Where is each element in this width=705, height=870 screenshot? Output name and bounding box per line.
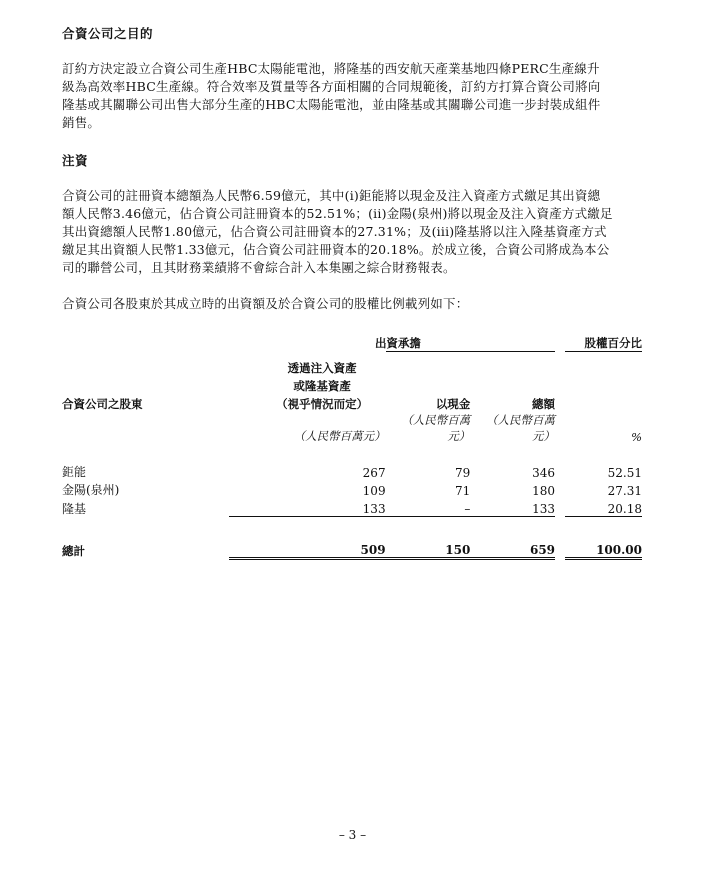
- asset-header-line: 或隆基資產: [293, 379, 351, 393]
- pct-unit: %: [631, 430, 642, 444]
- group-header: 出資承擔: [386, 333, 471, 352]
- total-row: 總計 509 150 659 100.00: [62, 539, 642, 559]
- unit-label: （人民幣百萬元）: [401, 413, 471, 443]
- capital-paragraph: [62, 187, 642, 277]
- purpose-paragraph: [62, 60, 642, 132]
- total-header: 總額: [532, 397, 556, 411]
- paragraph-line: 級為高效率HBC生產線。符合效率及質量等各方面相關的合同規範後，訂約方打算合資公司將向: [62, 79, 601, 94]
- asset-header-line: （視乎情況而定）: [276, 397, 369, 411]
- table-row: 隆基 133 – 133 20.18: [62, 498, 642, 517]
- unit-label: （人民幣百萬元）: [293, 429, 386, 443]
- section-heading-capital: 注資: [62, 153, 89, 168]
- table-row: 鉅能 267 79 346 52.51: [62, 465, 642, 480]
- paragraph-line: 銷售。: [62, 115, 101, 130]
- paragraph-line: 訂約方決定設立合資公司生產HBC太陽能電池，將隆基的西安航天產業基地四條PERC生產線升: [62, 61, 600, 76]
- page-number: – 3 –: [338, 828, 367, 842]
- table-row: 金陽(泉州) 109 71 180 27.31: [62, 483, 642, 498]
- cash-header: 以現金: [435, 397, 471, 411]
- paragraph-line: 合資公司各股東於其成立時的出資額及於合資公司的股權比例載列如下：: [62, 296, 469, 311]
- paragraph-line: 繳足其出資額人民幣1.33億元，佔合資公司註冊資本的20.18%。於成立後，合資公司將成為本公: [62, 242, 610, 257]
- paragraph-line: 額人民幣3.46億元，佔合資公司註冊資本的52.51%；(ii)金陽(泉州)將以現金及注入資產方式繳足: [62, 206, 613, 221]
- section-heading-purpose: 合資公司之目的: [62, 26, 154, 41]
- paragraph-line: 司的聯營公司，且其財務業績將不會綜合計入本集團之綜合財務報表。: [62, 260, 456, 275]
- equity-header: 股權百分比: [565, 333, 642, 352]
- paragraph-line: 合資公司的註冊資本總額為人民幣6.59億元，其中(i)鉅能將以現金及注入資產方式繳足其出資總: [62, 188, 601, 203]
- shareholder-header: 合資公司之股東: [62, 397, 143, 411]
- shareholder-capital-table: [62, 333, 642, 560]
- unit-label: （人民幣百萬元）: [486, 413, 556, 443]
- asset-header-line: 透過注入資產: [287, 361, 357, 375]
- paragraph-line: 其出資總額人民幣1.80億元，佔合資公司註冊資本的27.31%；及(iii)隆基將以注入隆基資產方式: [62, 224, 607, 239]
- paragraph-line: 隆基或其關聯公司出售大部分生產的HBC太陽能電池，並由隆基或其關聯公司進一步封裝成組件: [62, 97, 601, 112]
- table-intro: [62, 295, 642, 313]
